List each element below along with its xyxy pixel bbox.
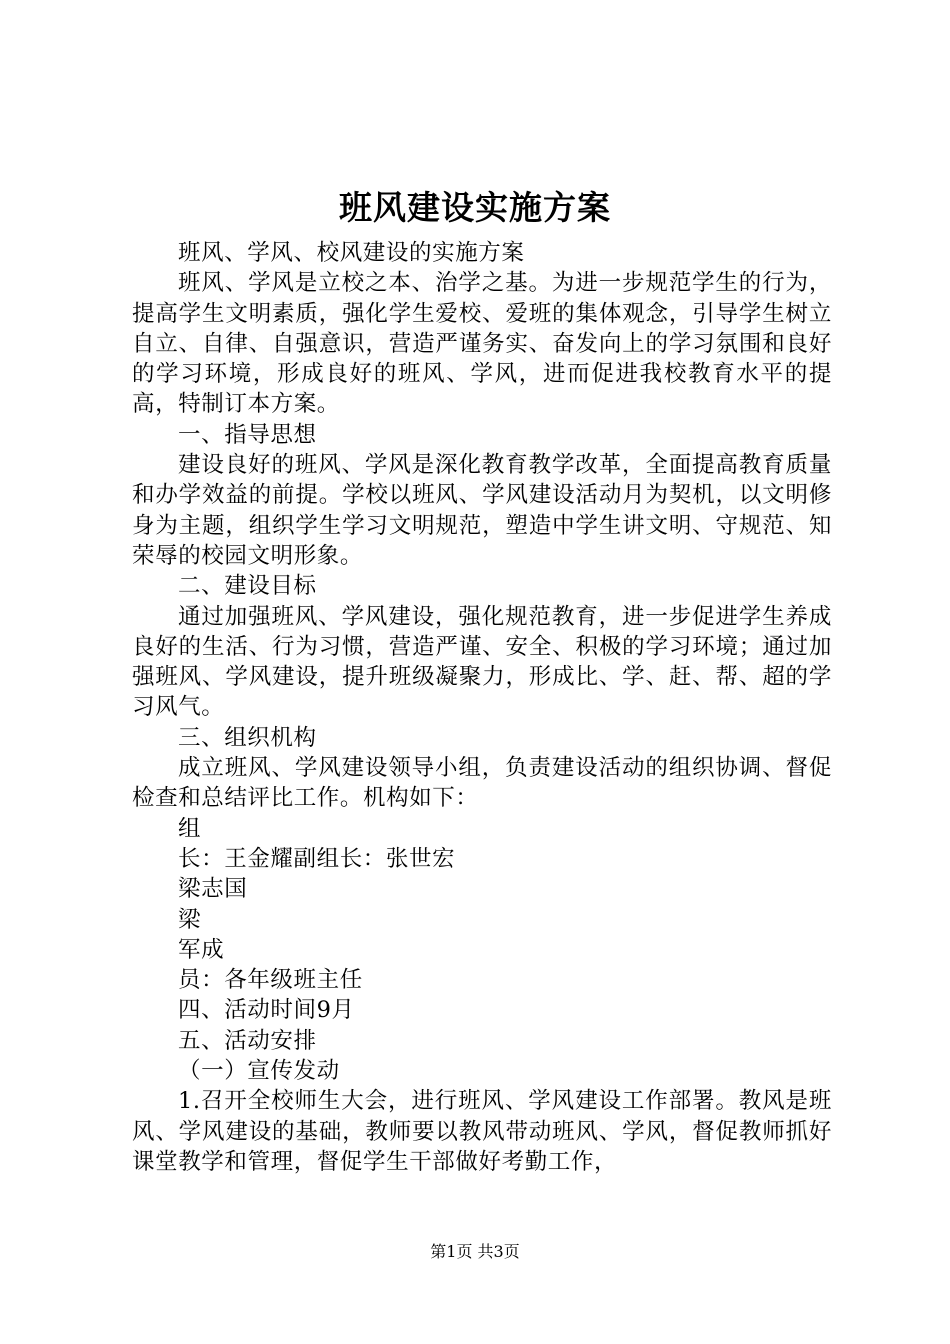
- paragraph: 员：各年级班主任: [178, 967, 363, 994]
- document-title: 班风建设实施方案: [339, 188, 611, 227]
- paragraph: 组: [178, 815, 202, 842]
- section-heading: 四、活动时间9月: [178, 997, 355, 1024]
- section-heading: 五、活动安排: [178, 1027, 317, 1054]
- paragraph: 成立班风、学风建设领导小组，负责建设活动的组织协调、督促检查和总结评比工作。机构如下：: [132, 755, 832, 812]
- paragraph: 班风、学风是立校之本、治学之基。为进一步规范学生的行为，提高学生文明素质，强化学生爱校、爱班的集体观念，引导学生树立自立、自律、自强意识，营造严谨务实、奋发向上的学习氛围和良好的学习环境，形成良好的班风、学风，进而促进我校教育水平的提高，特制订本方案。: [132, 270, 832, 418]
- section-heading: 三、组织机构: [178, 724, 317, 751]
- page-footer: 第1页 共3页: [430, 1242, 520, 1261]
- paragraph: 梁: [178, 906, 202, 933]
- paragraph: 通过加强班风、学风建设，强化规范教育，进一步促进学生养成良好的生活、行为习惯，营造严谨、安全、积极的学习环境；通过加强班风、学风建设，提升班级凝聚力，形成比、学、赶、帮、超的学习风气。: [132, 603, 832, 721]
- document-body: [132, 238, 832, 1177]
- paragraph: 军成: [178, 936, 225, 963]
- section-heading: 一、指导思想: [178, 421, 317, 448]
- paragraph: 梁志国: [178, 876, 248, 903]
- paragraph: 长：王金耀副组长：张世宏: [178, 845, 456, 872]
- paragraph: 1.召开全校师生大会，进行班风、学风建设工作部署。教风是班风、学风建设的基础，教师要以教风带动班风、学风，督促教师抓好课堂教学和管理，督促学生干部做好考勤工作，: [132, 1088, 832, 1175]
- subsection-heading: （一）宣传发动: [178, 1058, 340, 1085]
- paragraph: 建设良好的班风、学风是深化教育教学改革，全面提高教育质量和办学效益的前提。学校以班风、学风建设活动月为契机，以文明修身为主题，组织学生学习文明规范，塑造中学生讲文明、守规范、知荣辱的校园文明形象。: [132, 452, 832, 569]
- paragraph: 班风、学风、校风建设的实施方案: [178, 240, 525, 266]
- section-heading: 二、建设目标: [178, 573, 317, 600]
